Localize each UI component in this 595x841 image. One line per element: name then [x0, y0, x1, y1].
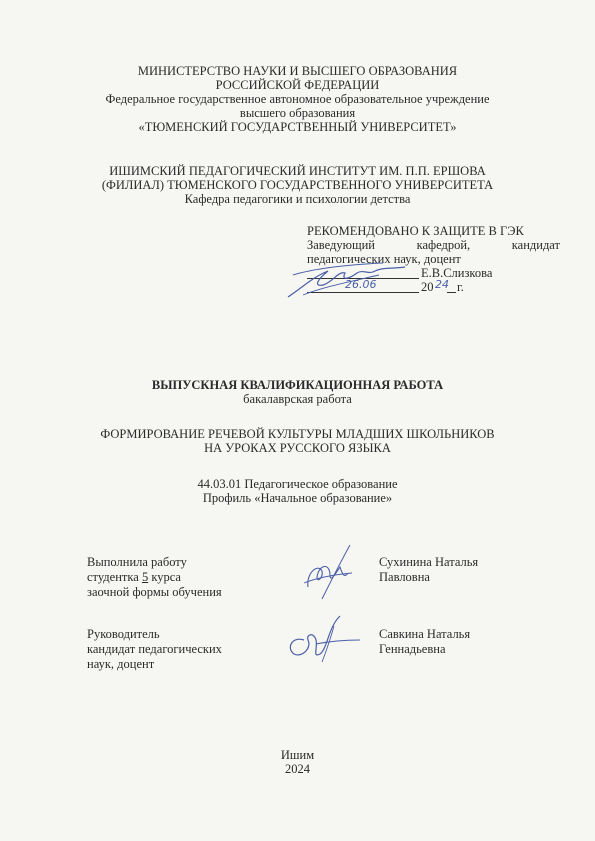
profile-name: Профиль «Начальное образование» [202, 491, 393, 505]
author-name-line-2: Павловна [379, 570, 430, 584]
institution-type-line-2: высшего образования [239, 106, 356, 120]
work-type-block [0, 378, 595, 406]
city: Ишим [280, 748, 315, 762]
head-position-line-1: Заведующий кафедрой, кандидат [307, 238, 560, 252]
university-name: «ТЮМЕНСКИЙ ГОСУДАРСТВЕННЫЙ УНИВЕРСИТЕТ» [138, 120, 457, 134]
supervisor-role-line-1: Руководитель [87, 627, 160, 641]
supervisor-name-line-2: Геннадьевна [379, 642, 446, 656]
author-role-suffix: курса [148, 570, 181, 584]
year-underline [447, 292, 456, 293]
header-block [0, 64, 595, 134]
ministry-line-2: РОССИЙСКОЙ ФЕДЕРАЦИИ [215, 78, 380, 92]
course-number: 5 [141, 570, 149, 584]
supervisor-name-line-1: Савкина Наталья [379, 627, 471, 641]
work-type: ВЫПУСКНАЯ КВАЛИФИКАЦИОННАЯ РАБОТА [151, 378, 444, 392]
year: 2024 [285, 762, 310, 776]
recommendation-title: РЕКОМЕНДОВАНО К ЗАЩИТЕ В ГЭК [307, 224, 524, 238]
ministry-line-1: МИНИСТЕРСТВО НАУКИ И ВЫСШЕГО ОБРАЗОВАНИЯ [137, 64, 458, 78]
author-name-line-1: Сухинина Наталья [379, 555, 479, 569]
institute-line-1: ИШИМСКИЙ ПЕДАГОГИЧЕСКИЙ ИНСТИТУТ ИМ. П.П. ЕРШОВА [109, 164, 486, 178]
department-name: Кафедра педагогики и психологии детства [184, 192, 411, 206]
institution-type-line-1: Федеральное государственное автономное образовательное учреждение [105, 92, 490, 106]
supervisor-role-block [87, 627, 222, 672]
supervisor-role-line-2: кандидат педагогических [87, 642, 222, 656]
institute-line-2: (ФИЛИАЛ) ТЮМЕНСКОГО ГОСУДАРСТВЕННОГО УНИВЕРСИТЕТА [101, 178, 494, 192]
institute-block [0, 164, 595, 206]
supervisor-role-line-3: наук, доцент [87, 657, 155, 671]
author-role-line-1: Выполнила работу [87, 555, 187, 569]
program-block [0, 477, 595, 505]
author-role-block [87, 555, 222, 600]
supervisor-signature [282, 614, 362, 664]
author-name-block [379, 555, 478, 585]
year-suffix: г. [457, 280, 464, 294]
work-title-block [0, 427, 595, 455]
author-role-prefix: студентка [87, 570, 142, 584]
program-code: 44.03.01 Педагогическое образование [197, 477, 398, 491]
author-signature [300, 543, 358, 603]
author-role-line-3: заочной формы обучения [87, 585, 222, 599]
head-position-line-2: педагогических наук, доцент [307, 252, 461, 266]
footer-block [0, 748, 595, 776]
handwritten-date: 26.06 [345, 278, 377, 291]
head-signature [283, 257, 418, 305]
year-prefix: 20 [421, 280, 434, 294]
work-level: бакалаврская работа [243, 392, 352, 406]
author-role-line-2 [87, 570, 222, 585]
handwritten-year: 24 [435, 278, 449, 291]
signer-name: Е.В.Слизкова [421, 266, 493, 280]
supervisor-name-block [379, 627, 470, 657]
work-title-line-1: ФОРМИРОВАНИЕ РЕЧЕВОЙ КУЛЬТУРЫ МЛАДШИХ ШКОЛЬНИКОВ [100, 427, 495, 441]
work-title-line-2: НА УРОКАХ РУССКОГО ЯЗЫКА [204, 441, 391, 455]
